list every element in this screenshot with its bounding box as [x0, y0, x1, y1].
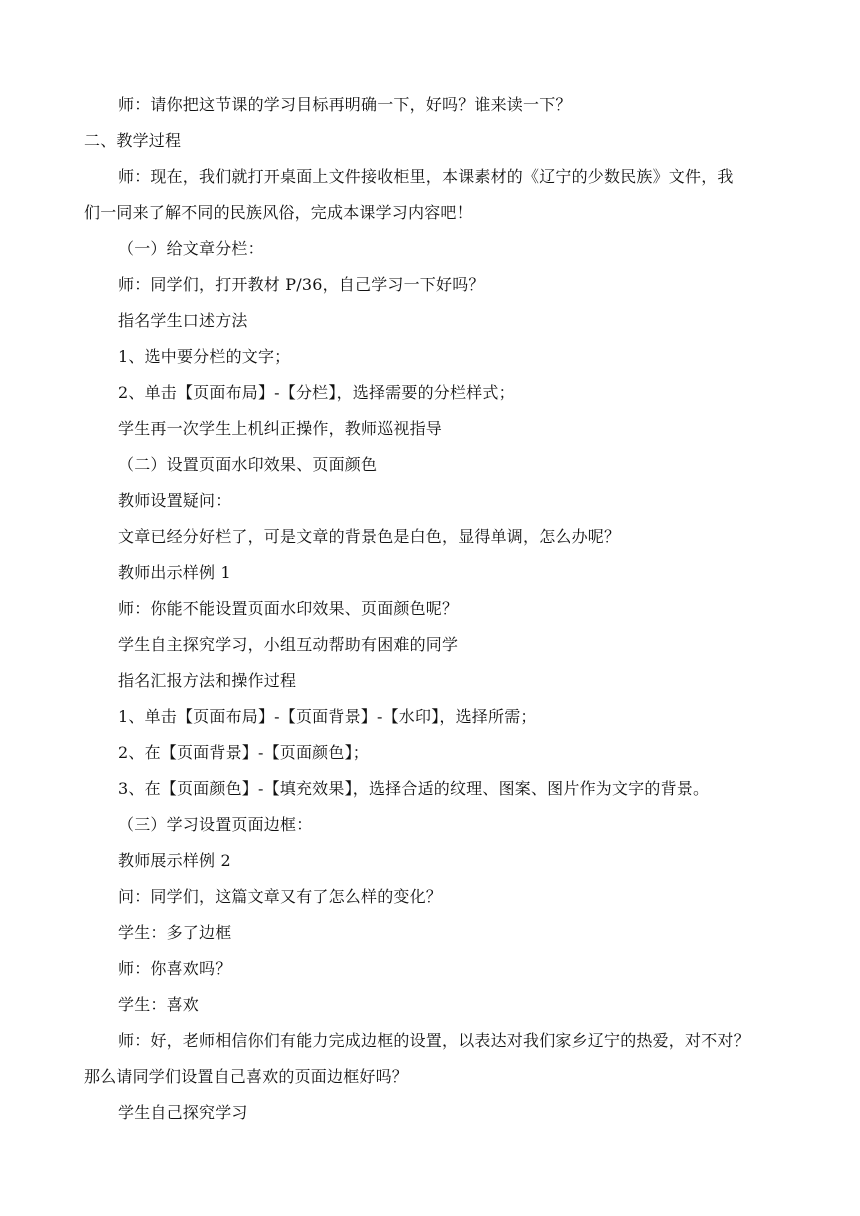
paragraph-line: 师：现在，我们就打开桌面上文件接收柜里，本课素材的《辽宁的少数民族》文件，我 — [118, 167, 734, 186]
list-item: 2、单击【页面布局】-【分栏】，选择需要的分栏样式； — [118, 383, 515, 402]
list-item: 1、单击【页面布局】-【页面背景】-【水印】，选择所需； — [118, 707, 537, 726]
paragraph-line: 那么请同学们设置自己喜欢的页面边框好吗？ — [84, 1067, 409, 1086]
subsection-heading: （二）设置页面水印效果、页面颜色 — [118, 455, 378, 474]
paragraph-line: 学生：多了边框 — [118, 923, 232, 942]
paragraph-line: 文章已经分好栏了，可是文章的背景色是白色，显得单调，怎么办呢？ — [118, 527, 621, 546]
paragraph-line: 师：同学们，打开教材 P/36，自己学习一下好吗？ — [118, 275, 485, 294]
paragraph-line: 指名学生口述方法 — [118, 311, 248, 330]
paragraph-line: 学生自主探究学习，小组互动帮助有困难的同学 — [118, 635, 459, 654]
list-item: 2、在【页面背景】-【页面颜色】； — [118, 743, 369, 762]
paragraph-line: 教师展示样例 2 — [118, 851, 231, 870]
paragraph-line: 问：同学们，这篇文章又有了怎么样的变化？ — [118, 887, 443, 906]
paragraph-line: 师：你喜欢吗？ — [118, 959, 232, 978]
subsection-heading: （三）学习设置页面边框： — [118, 815, 313, 834]
section-heading: 二、教学过程 — [84, 131, 182, 150]
list-item: 3、在【页面颜色】-【填充效果】，选择合适的纹理、图案、图片作为文字的背景。 — [118, 779, 710, 798]
paragraph-line: 学生自己探究学习 — [118, 1103, 248, 1122]
paragraph-line: 教师出示样例 1 — [118, 563, 231, 582]
list-item: 1、选中要分栏的文字； — [118, 347, 291, 366]
paragraph-line: 师：你能不能设置页面水印效果、页面颜色呢？ — [118, 599, 459, 618]
paragraph-line: 学生：喜欢 — [118, 995, 200, 1014]
paragraph-line: 指名汇报方法和操作过程 — [118, 671, 297, 690]
subsection-heading: （一）给文章分栏： — [118, 239, 264, 258]
paragraph-line: 们一同来了解不同的民族风俗，完成本课学习内容吧！ — [84, 203, 473, 222]
paragraph-line: 师：好，老师相信你们有能力完成边框的设置，以表达对我们家乡辽宁的热爱，对不对？ — [118, 1031, 750, 1050]
paragraph-line: 师：请你把这节课的学习目标再明确一下，好吗？谁来读一下？ — [118, 95, 572, 114]
paragraph-line: 学生再一次学生上机纠正操作，教师巡视指导 — [118, 419, 443, 438]
paragraph-line: 教师设置疑问： — [118, 491, 232, 510]
